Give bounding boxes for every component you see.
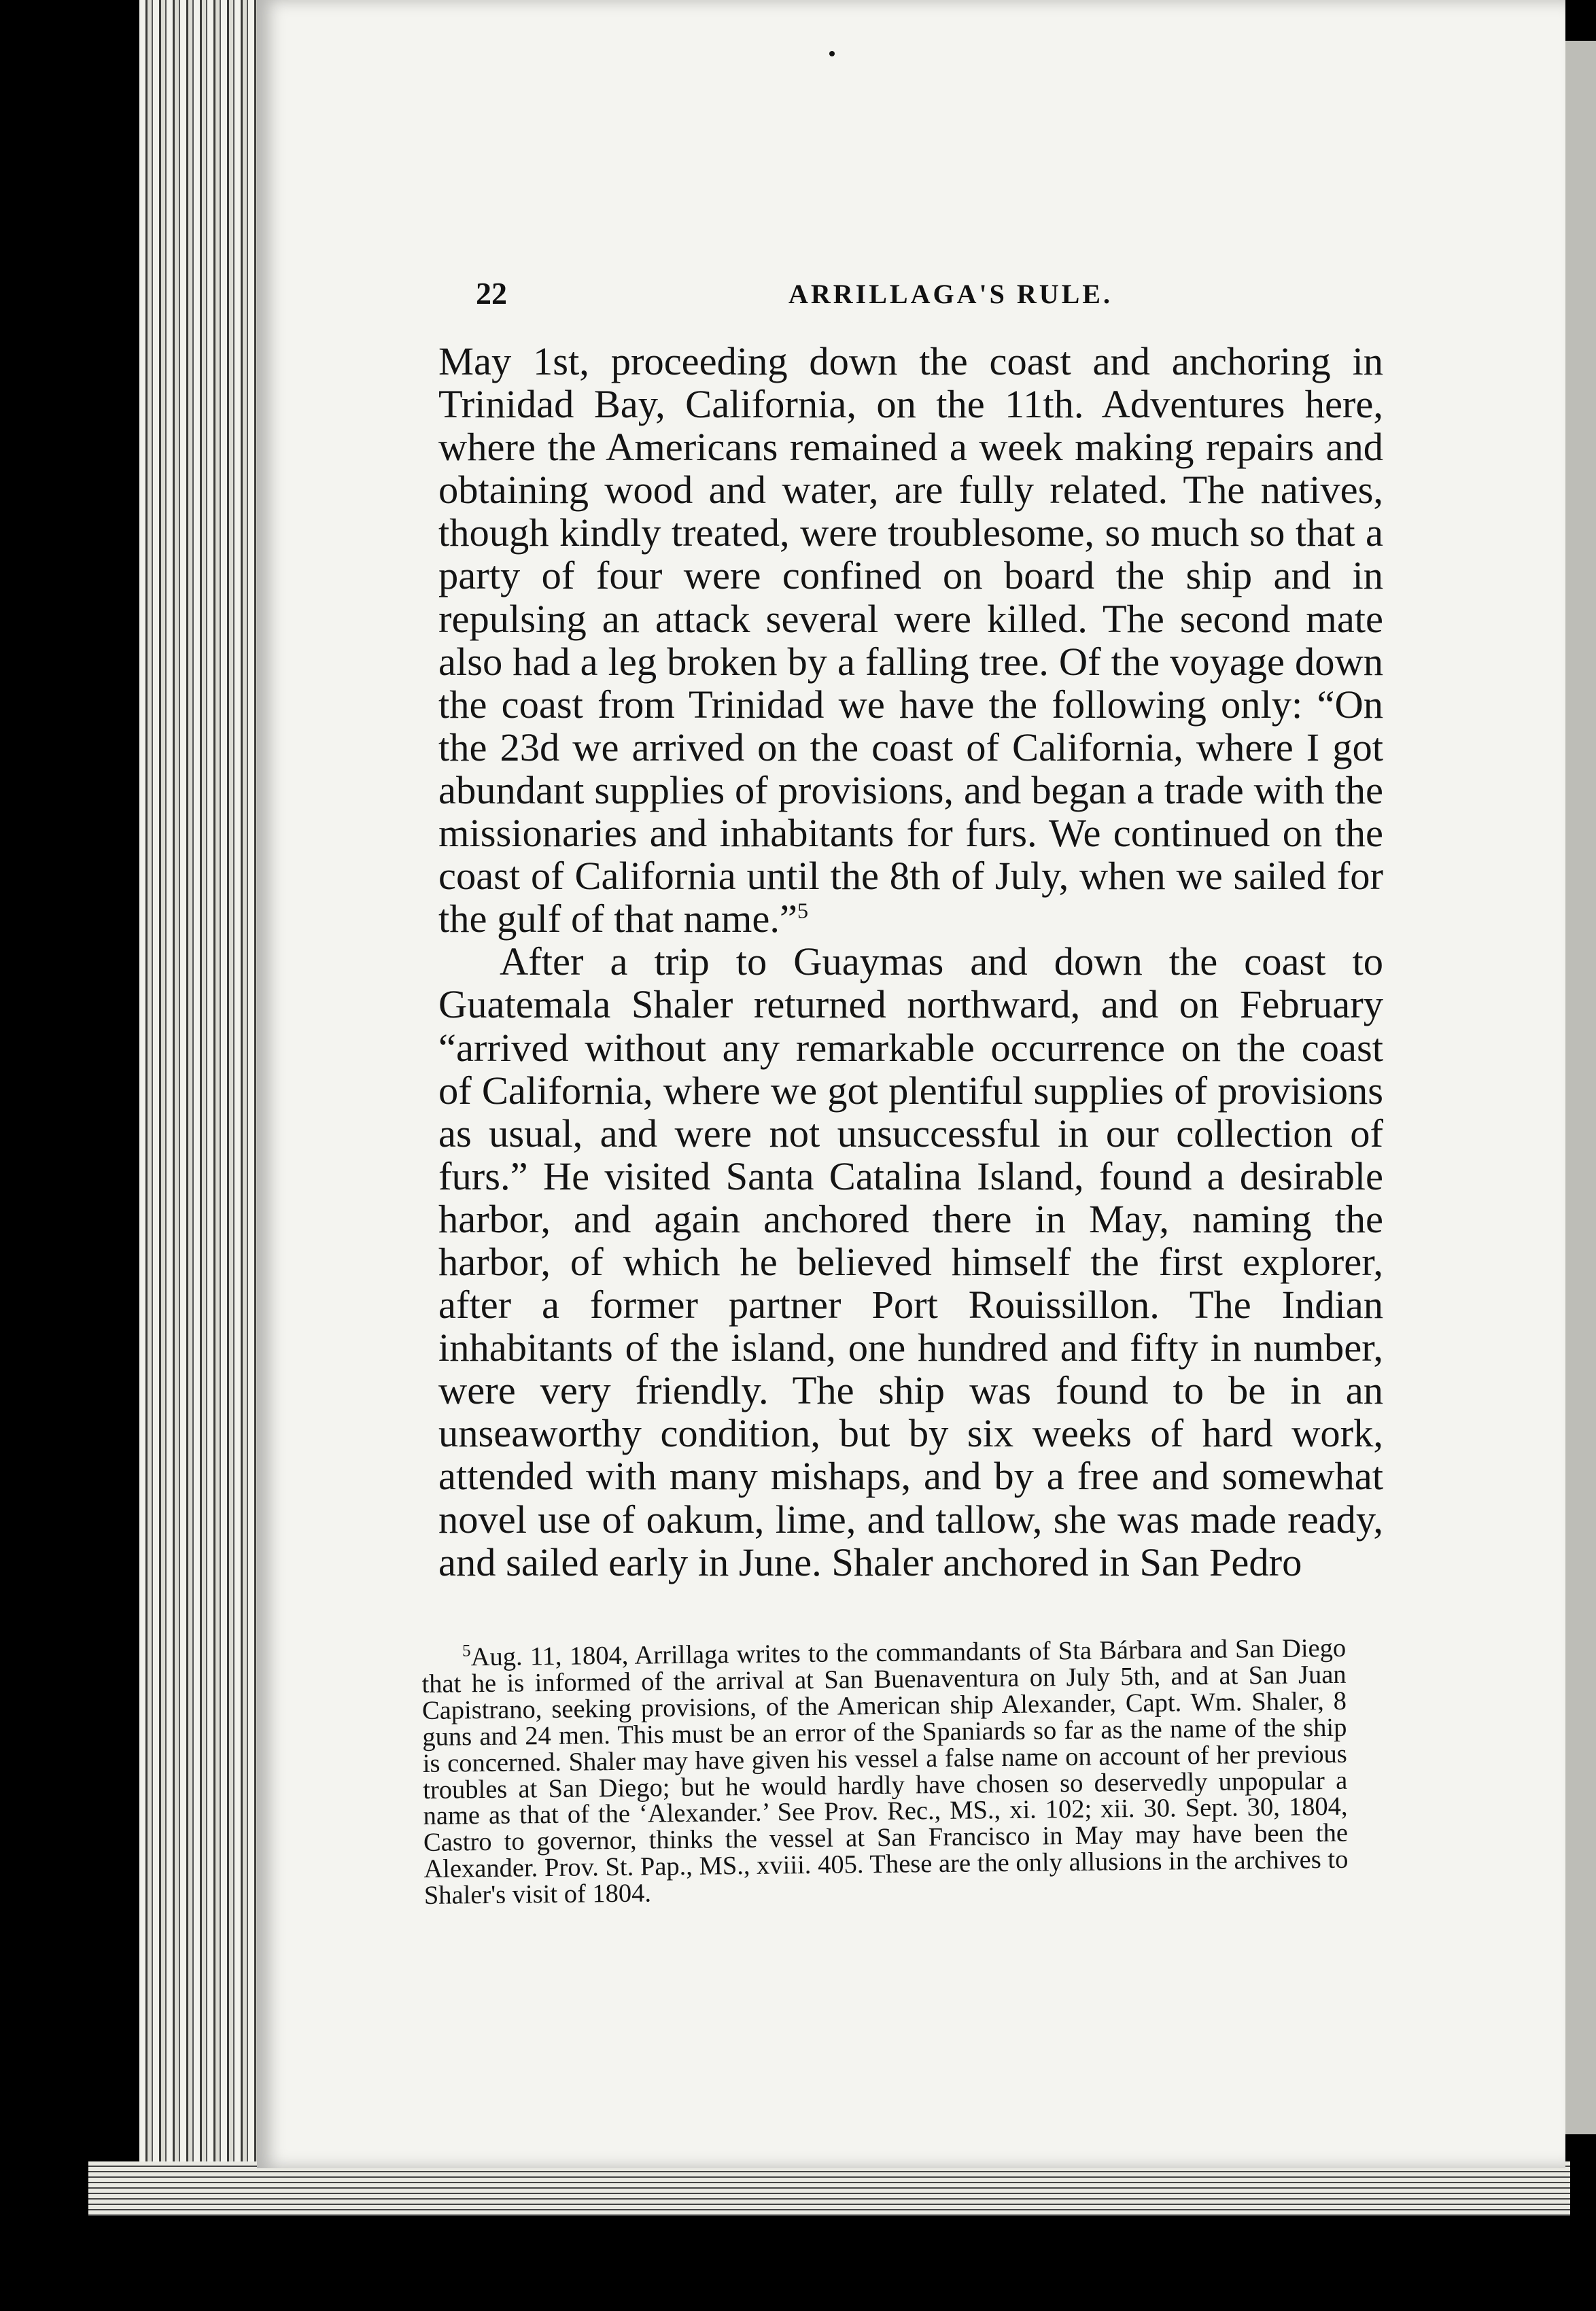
bottom-page-edges bbox=[88, 2161, 1570, 2216]
footnote-mark: 5 bbox=[462, 1641, 471, 1661]
footnote-text: Aug. 11, 1804, Arrillaga writes to the commandants of Sta Bárbara and San Diego that he is informed of the arrival at San Buenaventura on July 5th, and at San Juan Capistrano, seeking provisions, of the American ship Alexander, Capt. Wm. Shaler, 8 guns and 24 men. This must be an error of the Spaniards so far as the name of the ship is concerned. Shaler may have given his vessel a false name on account of her previous troubles at San Diego; but he would hardly have chosen so deservedly unpopular a name as that of the ‘Alexander.’ See Prov. Rec., MS., xi. 102; xii. 30. Sept. 30, 1804, Castro to governor, thinks the vessel at San Francisco in May may have been the Alexander. Prov. St. Pap., MS., xviii. 405. These are the only allusions in the archives to Shaler's visit of 1804. bbox=[421, 1633, 1349, 1911]
body-text bbox=[438, 340, 1383, 1584]
paragraph: After a trip to Guaymas and down the coast to Guatemala Shaler returned northward, and on February “arrived without any remarkable occurrence on the coast of California, where we got plentiful supplies of provisions as usual, and were not unsuccessful in our collection of furs.” He visited Santa Catalina Island, found a desirable harbor, and again anchored there in May, naming the harbor, of which he believed himself the first explorer, after a former partner Port Rouissillon. The Indian inhabitants of the island, one hundred and fifty in number, were very friendly. The ship was found to be in an unseaworthy condition, but by six weeks of hard work, attended with many mishaps, and by a free and somewhat novel use of oakum, lime, and tallow, she was made ready, and sailed early in June. Shaler anchored in San Pedro bbox=[438, 939, 1383, 1584]
running-head bbox=[476, 275, 1380, 323]
page-number: 22 bbox=[476, 276, 507, 311]
footnote-reference: 5 bbox=[797, 898, 809, 923]
paragraph bbox=[438, 340, 1383, 940]
footnote bbox=[421, 1635, 1349, 1909]
footnote-paragraph bbox=[421, 1635, 1349, 1909]
running-head-title: ARRILLAGA'S RULE. bbox=[788, 279, 1113, 309]
paragraph-text: May 1st, proceeding down the coast and anchoring in Trinidad Bay, California, on the 11th. Adventures here, where the Americans remained a week making repairs and obtaining wood and water, are fully related. The natives, though kindly treated, were troublesome, so much so that a party of four were confined on board the ship and in repulsing an attack several were killed. The second mate also had a leg broken by a falling tree. Of the voyage down the coast from Trinidad we have the following only: “On the 23d we arrived on the coast of California, where I got abundant supplies of provisions, and began a trade with the missionaries and inhabitants for furs. We continued on the coast of California until the 8th of July, when we sailed for the gulf of that name.” bbox=[438, 339, 1383, 941]
ink-speck bbox=[829, 51, 835, 56]
stacked-page-edges bbox=[139, 0, 262, 2216]
